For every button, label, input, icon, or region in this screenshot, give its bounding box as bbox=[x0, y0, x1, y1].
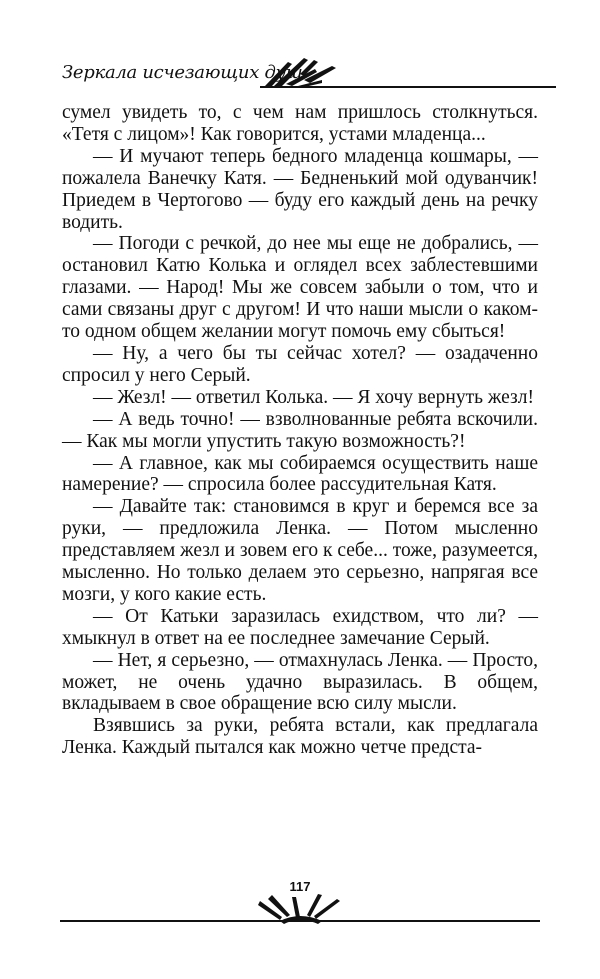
paragraph: — А ведь точно! — взволнованные ребята вскочили. — Как мы могли упустить такую возможность?! bbox=[62, 408, 538, 452]
page-number: 117 bbox=[289, 879, 311, 894]
paragraph: — Нет, я серьезно, — отмахнулась Ленка. — Просто, может, не очень удачно выразилась. В общем, вкладываем в свое обращение всю силу мысли. bbox=[62, 649, 538, 715]
paragraph: — От Катьки заразилась ехидством, что ли? — хмыкнул в ответ на ее последнее замечание Серый. bbox=[62, 605, 538, 649]
paragraph: Взявшись за руки, ребята встали, как предлагала Ленка. Каждый пытался как можно четче предста- bbox=[62, 715, 538, 759]
paragraph: сумел увидеть то, с чем нам пришлось столкнуться. «Тетя с лицом»! Как говорится, устами младенца... bbox=[62, 102, 538, 145]
page-footer bbox=[60, 877, 540, 937]
paragraph: — А главное, как мы собираемся осуществить наше намерение? — спросила более рассудительная Катя. bbox=[62, 452, 538, 496]
paragraph: — Погоди с речкой, до нее мы еще не добрались, — остановил Катю Колька и оглядел всех заблестевшими глазами. — Народ! Мы же совсем забыли о том, что и сами связаны друг с другом! И что наши мысли о каком-то одном общем желании могут помочь ему сбыться! bbox=[62, 233, 538, 343]
paragraph: — Жезл! — ответил Колька. — Я хочу вернуть жезл! bbox=[93, 386, 534, 408]
paragraph: — И мучают теперь бедного младенца кошмары, — пожалела Ванечку Катя. — Бедненький мой одуванчик! Приедем в Чертогово — буду его каждый день на речку водить. bbox=[62, 145, 538, 233]
paragraph: — Давайте так: становимся в круг и беремся все за руки, — предложила Ленка. — Потом мысленно представляем жезл и зовем его к себе... тоже, разумеется, мысленно. Но только делаем это серьезно, напрягая все мозги, у кого какие есть. bbox=[62, 496, 538, 605]
page-text bbox=[62, 102, 538, 759]
header-title: Зеркала исчезающих душ bbox=[62, 62, 303, 83]
paragraph: — Ну, а чего бы ты сейчас хотел? — озадаченно спросил у него Серый. bbox=[62, 342, 538, 386]
running-header bbox=[60, 56, 556, 94]
